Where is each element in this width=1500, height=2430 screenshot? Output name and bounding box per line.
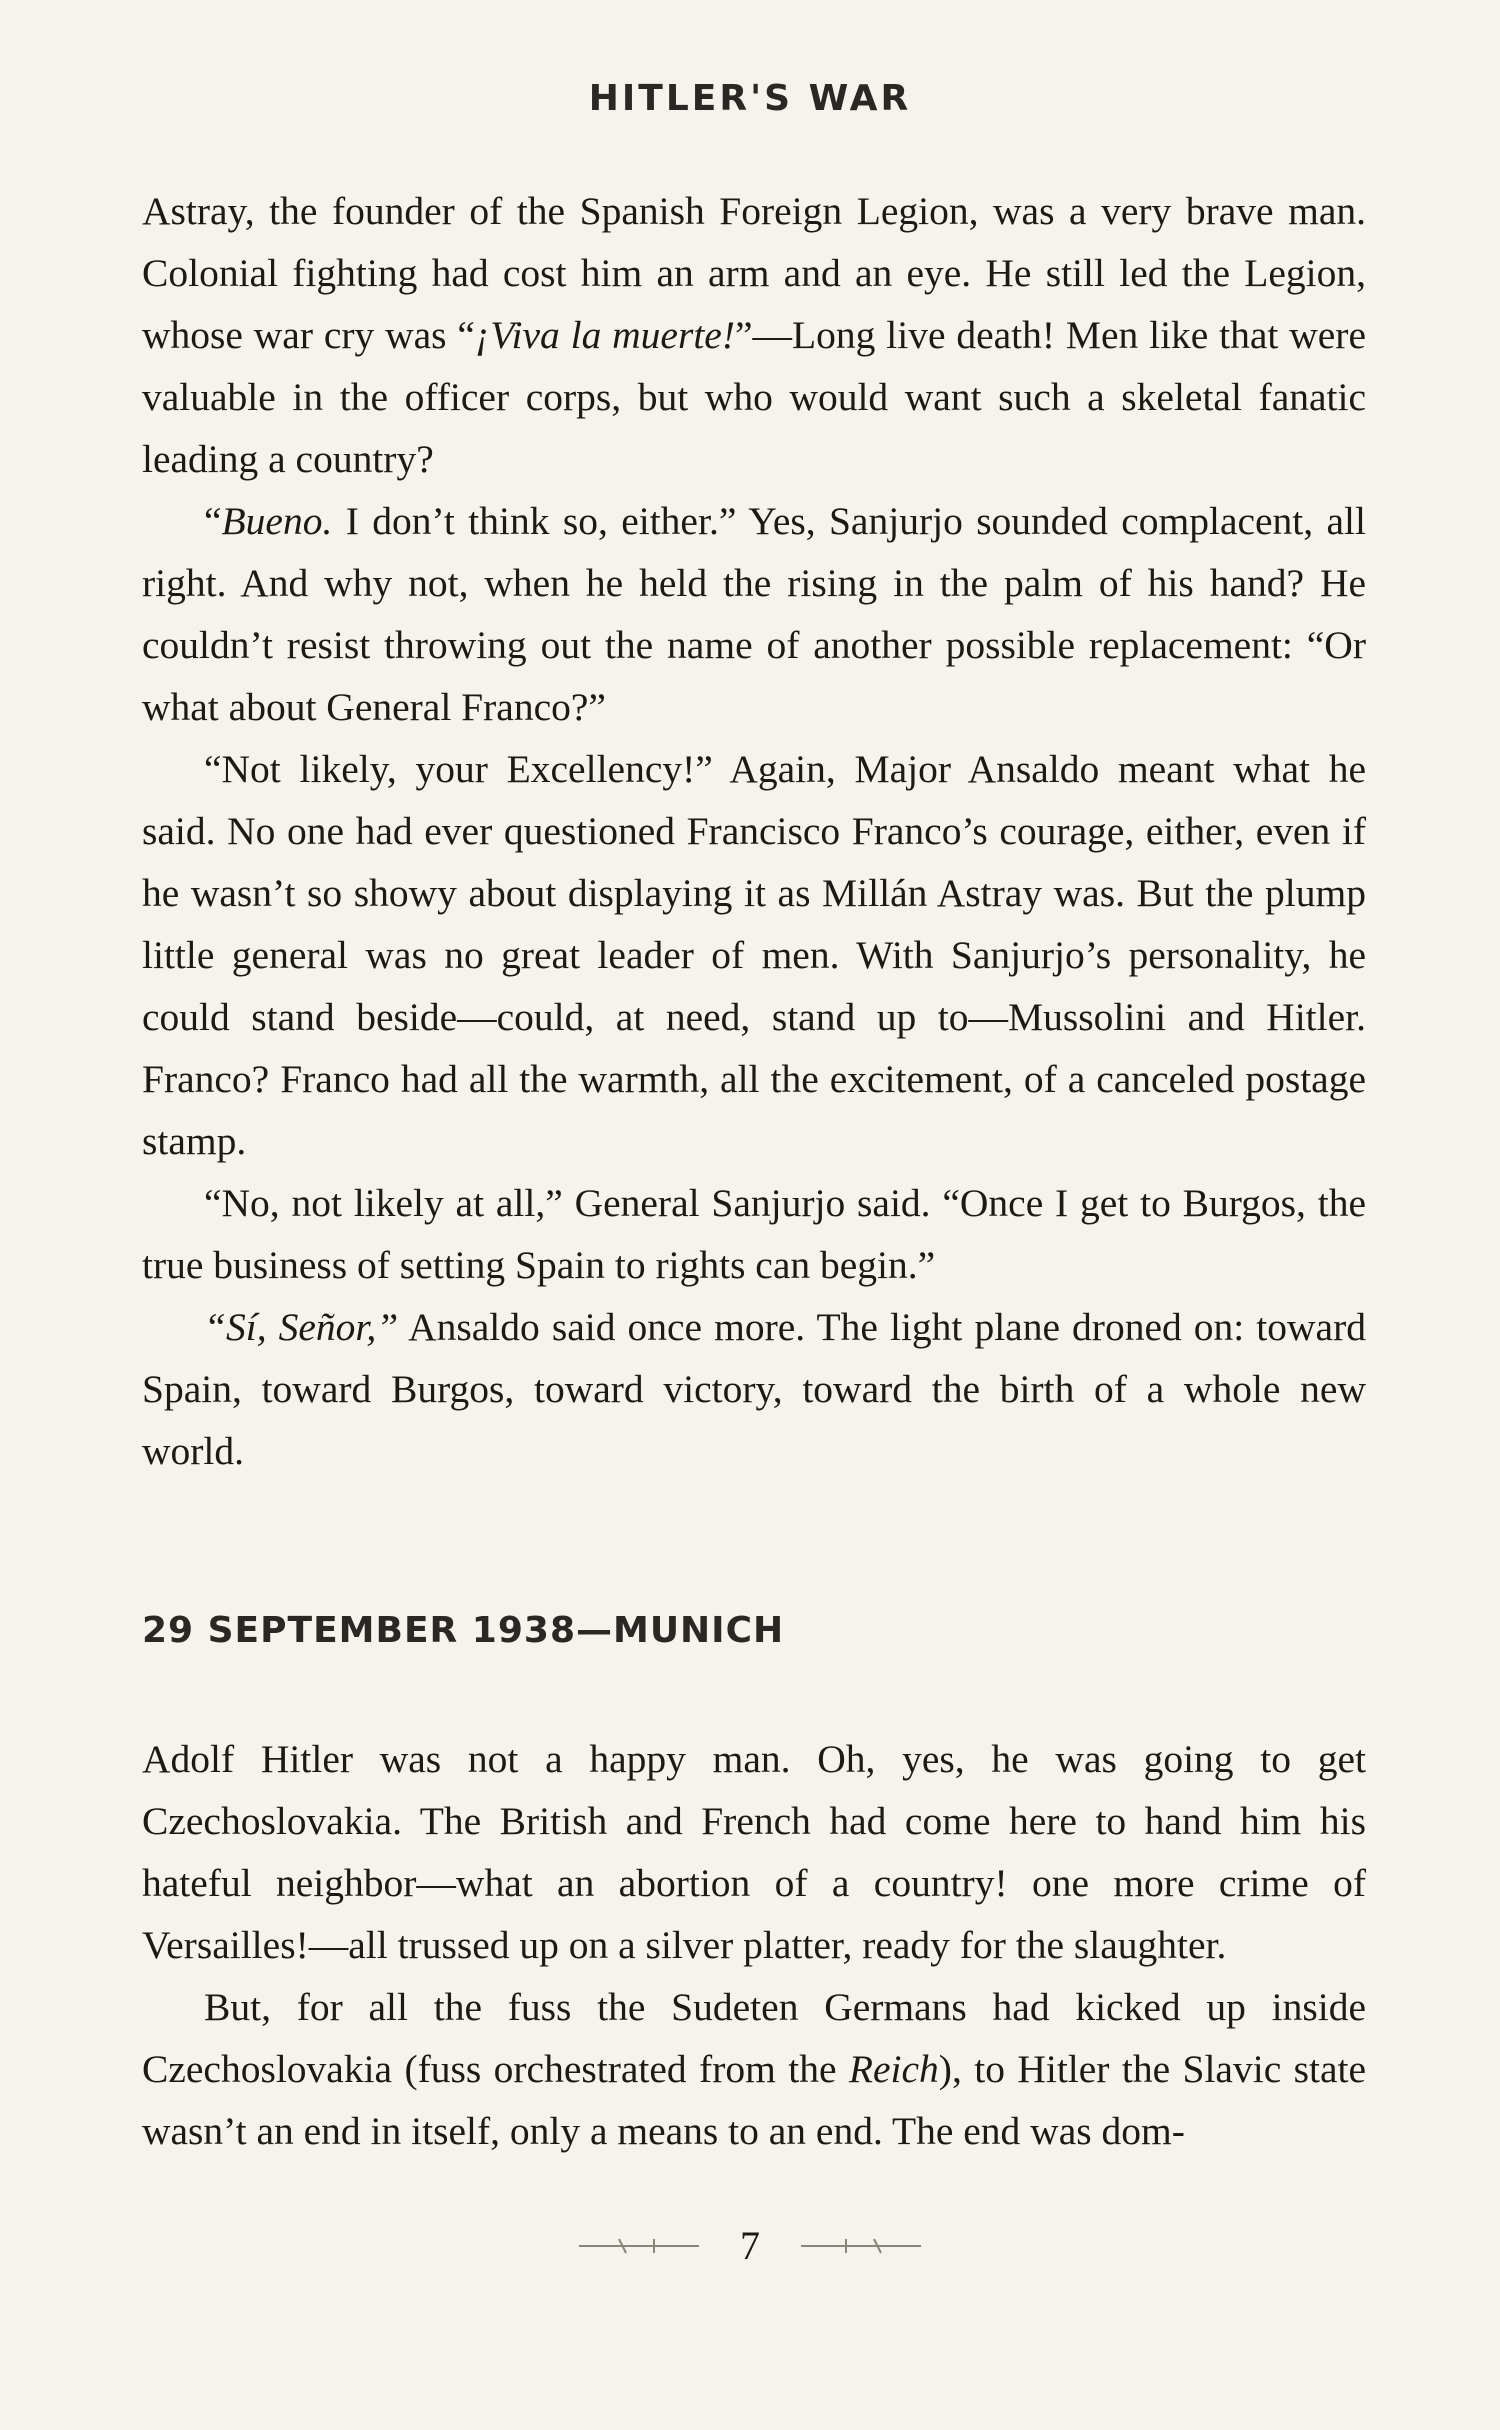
paragraph: “Bueno. I don’t think so, either.” Yes, Sanjurjo sounded complacent, all right. And why not, when he held the rising in the palm of his hand? He couldn’t resist throwing out the name of another possible replacement: “Or what about General Franco?”	[142, 499, 1366, 729]
paragraph: But, for all the fuss the Sudeten Germans had kicked up inside Czechoslovakia (fuss orchestrated from the Reich), to Hitler the Slavic state wasn’t an end in itself, only a means to an end. The end was dom-	[142, 1985, 1366, 2153]
paragraph: “Not likely, your Excellency!” Again, Major Ansaldo meant what he said. No one had ever questioned Francisco Franco’s courage, either, even if he wasn’t so showy about displaying it as Millán Astray was. But the plump little general was no great leader of men. With Sanjurjo’s personality, he could stand beside—could, at need, stand up to—Mussolini and Hitler. Franco? Franco had all the warmth, all the excitement, of a canceled postage stamp.	[142, 747, 1366, 1163]
paragraph: “Sí, Señor,” Ansaldo said once more. The light plane droned on: toward Spain, toward Burgos, toward victory, toward the birth of a whole new world.	[142, 1305, 1366, 1473]
dash-ornament-icon	[796, 2231, 926, 2261]
page-footer	[0, 2222, 1500, 2269]
section-text-2	[142, 1728, 1366, 2162]
paragraph: “No, not likely at all,” General Sanjurjo said. “Once I get to Burgos, the true business of setting Spain to rights can begin.”	[142, 1181, 1366, 1287]
war-cry: ¡Viva la muerte!	[474, 313, 735, 357]
section-heading: 29 SEPTEMBER 1938—MUNICH	[142, 1610, 785, 1651]
paragraph: Astray, the founder of the Spanish Foreign Legion, was a very brave man. Colonial fighting had cost him an arm and an eye. He still led the Legion, whose war cry was “¡Viva la muerte!”—Long live death! Men like that were valuable in the officer corps, but who would want such a skeletal fanatic leading a country?	[142, 189, 1366, 481]
paragraph: Adolf Hitler was not a happy man. Oh, yes, he was going to get Czechoslovakia. The British and French had come here to hand him his hateful neighbor—what an abortion of a country! one more crime of Versailles!—all trussed up on a silver platter, ready for the slaughter.	[142, 1737, 1366, 1967]
section-text-1	[142, 180, 1366, 1482]
running-header: HITLER'S WAR	[588, 78, 912, 119]
dash-ornament-icon	[574, 2231, 704, 2261]
page-number: 7	[740, 2223, 760, 2268]
